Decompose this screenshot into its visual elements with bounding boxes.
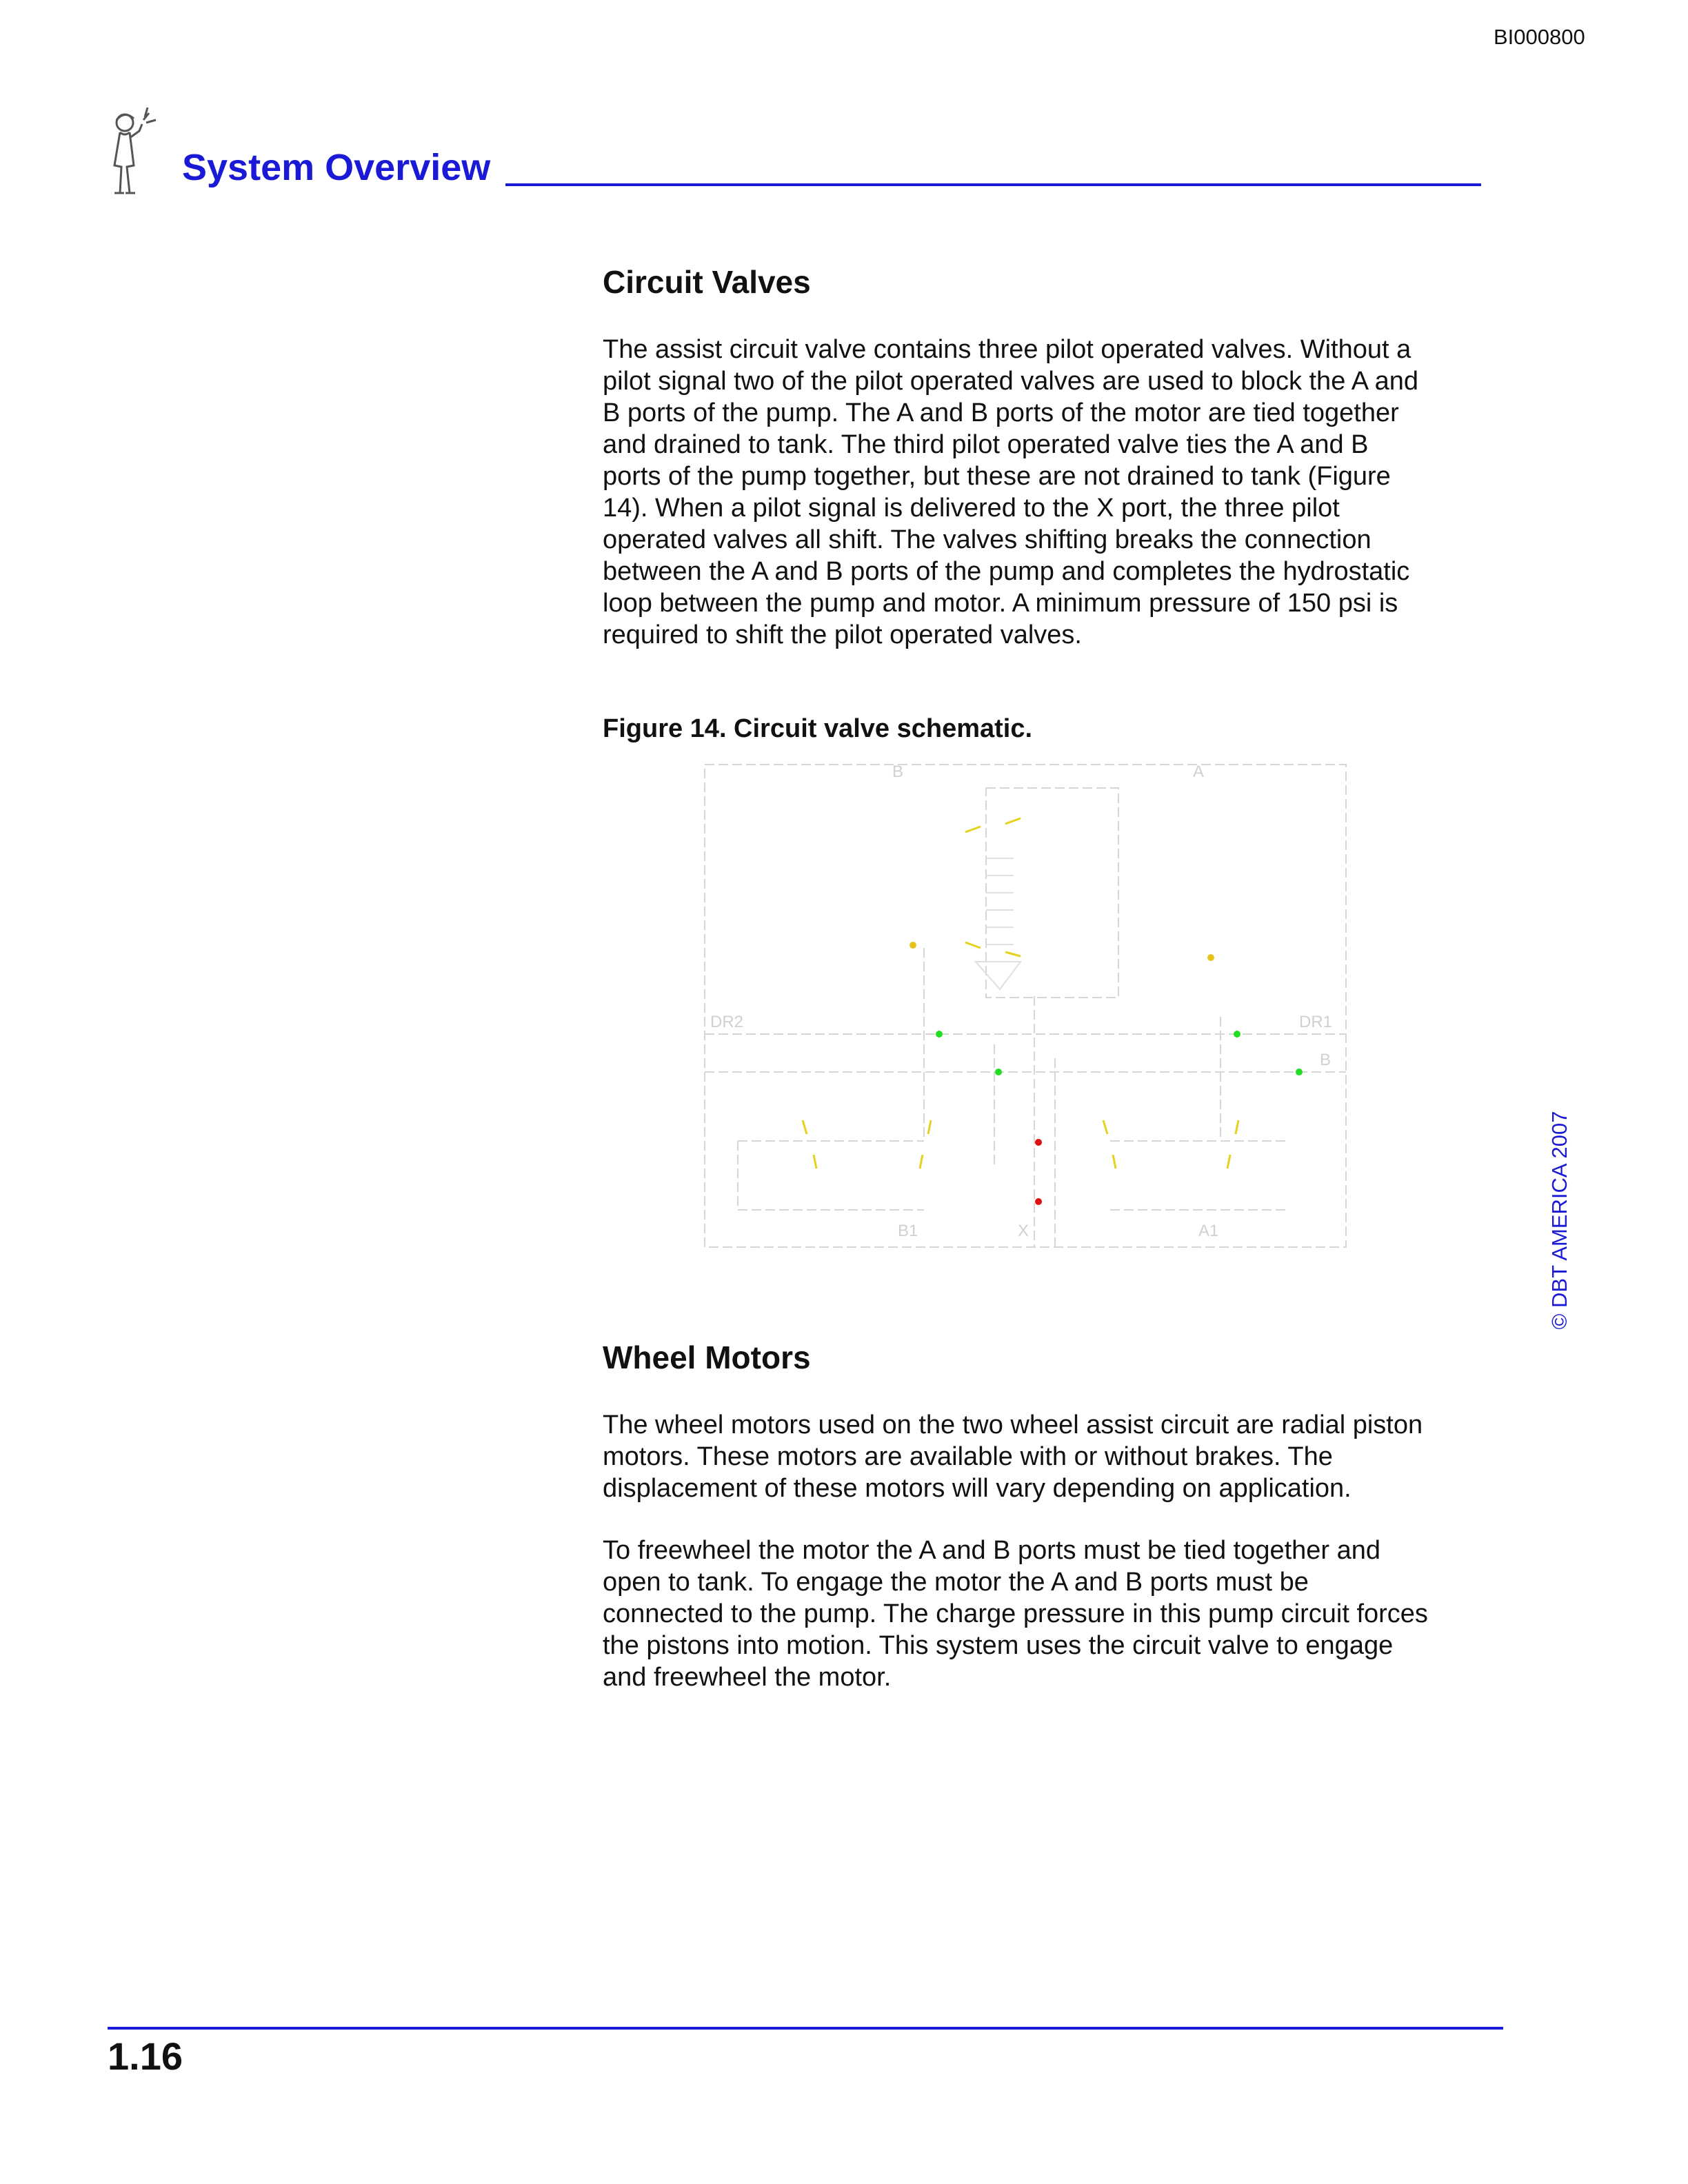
circuit-valves-paragraph bbox=[603, 334, 1499, 651]
port-label-a1: A1 bbox=[1198, 1222, 1219, 1240]
schematic-outer-frame bbox=[705, 765, 1346, 1247]
port-label-b1: B1 bbox=[898, 1222, 918, 1240]
port-label-a-top: A bbox=[1193, 762, 1205, 781]
text-line: between the A and B ports of the pump and completes the hydrostatic bbox=[603, 557, 1410, 586]
port-label-b-top: B bbox=[892, 762, 904, 781]
wheel-motors-heading: Wheel Motors bbox=[603, 1339, 811, 1375]
section-title-rule bbox=[505, 183, 1481, 186]
engineer-mascot-icon bbox=[94, 103, 177, 200]
port-label-dr2: DR2 bbox=[710, 1013, 744, 1031]
footer-rule bbox=[108, 2027, 1503, 2030]
document-id: BI000800 bbox=[1494, 25, 1585, 49]
wheel-motors-paragraph-2 bbox=[603, 1535, 1499, 1693]
copyright-text: © DBT AMERICA 2007 bbox=[1547, 1111, 1571, 1330]
text-line: B ports of the pump. The A and B ports of the motor are tied together bbox=[603, 398, 1399, 427]
text-line: To freewheel the motor the A and B ports must be tied together and bbox=[603, 1536, 1381, 1565]
text-line: operated valves all shift. The valves shifting breaks the connection bbox=[603, 525, 1372, 554]
text-line: and drained to tank. The third pilot operated valve ties the A and B bbox=[603, 430, 1369, 459]
text-line: 14). When a pilot signal is delivered to the X port, the three pilot bbox=[603, 494, 1340, 523]
text-line: required to shift the pilot operated valves. bbox=[603, 620, 1082, 649]
text-line: motors. These motors are available with or without brakes. The bbox=[603, 1442, 1333, 1471]
port-label-dr1: DR1 bbox=[1299, 1013, 1333, 1031]
text-line: The assist circuit valve contains three pilot operated valves. Without a bbox=[603, 335, 1411, 364]
text-line: loop between the pump and motor. A minimum pressure of 150 psi is bbox=[603, 589, 1398, 618]
schematic-junction-dots bbox=[910, 942, 1303, 1205]
port-label-x: X bbox=[1018, 1222, 1029, 1240]
text-line: the pistons into motion. This system uses the circuit valve to engage bbox=[603, 1631, 1394, 1660]
circuit-valves-heading: Circuit Valves bbox=[603, 264, 811, 300]
text-line: pilot signal two of the pilot operated valves are used to block the A and bbox=[603, 367, 1418, 396]
text-line: open to tank. To engage the motor the A and B ports must be bbox=[603, 1568, 1309, 1597]
section-title: System Overview bbox=[182, 147, 491, 188]
page-number: 1.16 bbox=[108, 2034, 183, 2078]
port-label-b-right: B bbox=[1320, 1051, 1332, 1069]
figure-caption: Figure 14. Circuit valve schematic. bbox=[603, 714, 1033, 743]
circuit-valve-schematic bbox=[696, 755, 1358, 1258]
text-line: The wheel motors used on the two wheel assist circuit are radial piston bbox=[603, 1410, 1423, 1439]
text-line: and freewheel the motor. bbox=[603, 1663, 892, 1692]
text-line: displacement of these motors will vary depending on application. bbox=[603, 1474, 1352, 1503]
text-line: ports of the pump together, but these are not drained to tank (Figure bbox=[603, 462, 1391, 491]
wheel-motors-paragraph-1 bbox=[603, 1409, 1499, 1504]
text-line: connected to the pump. The charge pressure in this pump circuit forces bbox=[603, 1599, 1428, 1628]
